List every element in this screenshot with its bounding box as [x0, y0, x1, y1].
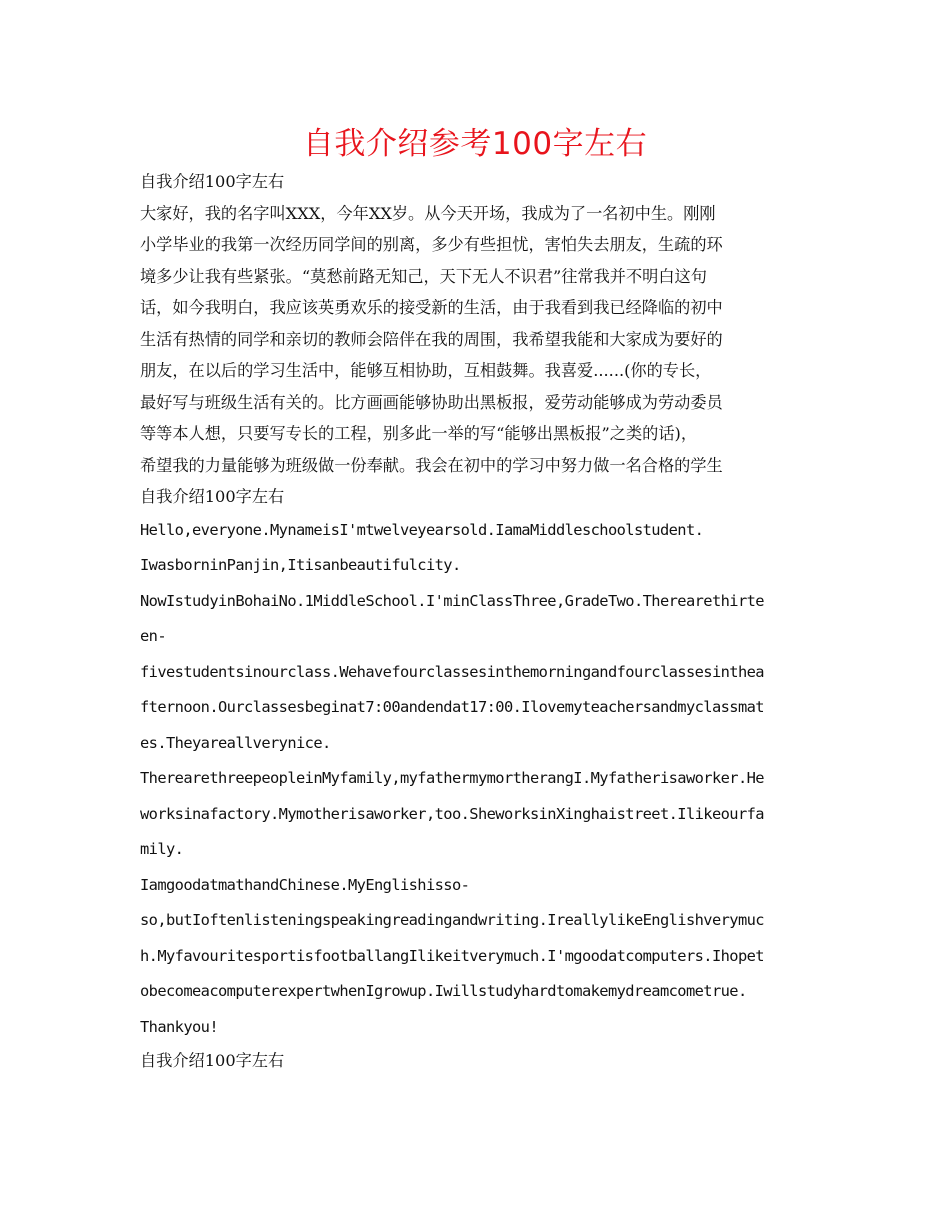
english-text-line: en-	[140, 627, 166, 645]
section-heading: 自我介绍100字左右	[140, 487, 285, 506]
english-text-line: Thankyou!	[140, 1017, 218, 1036]
chinese-text-line: 境多少让我有些紧张。“莫愁前路无知己，天下无人不识君”往常我并不明白这句	[140, 266, 707, 286]
chinese-text-line: 最好写与班级生活有关的。比方画画能够协助出黑板报，爱劳动能够成为劳动委员	[140, 392, 723, 412]
english-text-line: NowIstudyinBohaiNo.1MiddleSchool.I'minClassThree,GradeTwo.Therearethirte	[140, 591, 764, 610]
english-text-line: fternoon.Ourclassesbeginat7:00andendat17:00.Ilovemyteachersandmyclassmat	[140, 698, 764, 716]
english-text-line: h.MyfavouritesportisfootballangIlikeitverymuch.I'mgoodatcomputers.Ihopet	[140, 946, 764, 965]
chinese-text-line: 小学毕业的我第一次经历同学间的别离，多少有些担忧，害怕失去朋友，生疏的环	[140, 235, 723, 254]
chinese-text-line: 朋友，在以后的学习生活中，能够互相协助，互相鼓舞。我喜爱......(你的专长，	[140, 361, 712, 380]
chinese-text-line: 话，如今我明白，我应该英勇欢乐的接受新的生活，由于我看到我已经降临的初中	[140, 298, 723, 317]
section-heading: 自我介绍100字左右	[140, 1051, 285, 1070]
section-heading: 自我介绍100字左右	[140, 172, 285, 191]
english-text-line: fivestudentsinourclass.Wehavefourclassesinthemorningandfourclassesinthea	[140, 662, 764, 681]
chinese-text-line: 等等本人想，只要写专长的工程，别多此一举的写“能够出黑板报”之类的话)，	[140, 424, 698, 443]
chinese-text-line: 生活有热情的同学和亲切的教师会陪伴在我的周围，我希望我能和大家成为要好的	[140, 329, 723, 349]
english-text-line: Hello,everyone.MynameisI'mtwelveyearsold.IamaMiddleschoolstudent.	[140, 520, 704, 539]
english-text-line: TherearethreepeopleinMyfamily,myfathermymortherangI.Myfatherisaworker.He	[140, 769, 764, 787]
english-text-line: obecomeacomputerexpertwhenIgrowup.Iwillstudyhardtomakemydreamcometrue.	[140, 982, 747, 1000]
english-text-line: mily.	[140, 840, 184, 858]
chinese-text-line: 大家好，我的名字叫XXX，今年XX岁。从今天开场，我成为了一名初中生。刚刚	[140, 203, 716, 223]
document-title: 自我介绍参考100字左右	[302, 126, 648, 162]
english-text-line: worksinafactory.Mymotherisaworker,too.SheworksinXinghaistreet.Ilikeourfa	[140, 804, 764, 823]
english-text-line: IamgoodatmathandChinese.MyEnglishisso-	[140, 875, 470, 894]
english-text-line: es.Theyareallverynice.	[140, 733, 331, 752]
english-text-line: IwasborninPanjin,Itisanbeautifulcity.	[140, 556, 461, 574]
document-body	[140, 166, 830, 1077]
chinese-text-line: 希望我的力量能够为班级做一份奉献。我会在初中的学习中努力做一名合格的学生	[140, 455, 723, 475]
english-text-line: so,butIoftenlisteningspeakingreadingandwriting.IreallylikeEnglishverymuc	[140, 911, 764, 929]
